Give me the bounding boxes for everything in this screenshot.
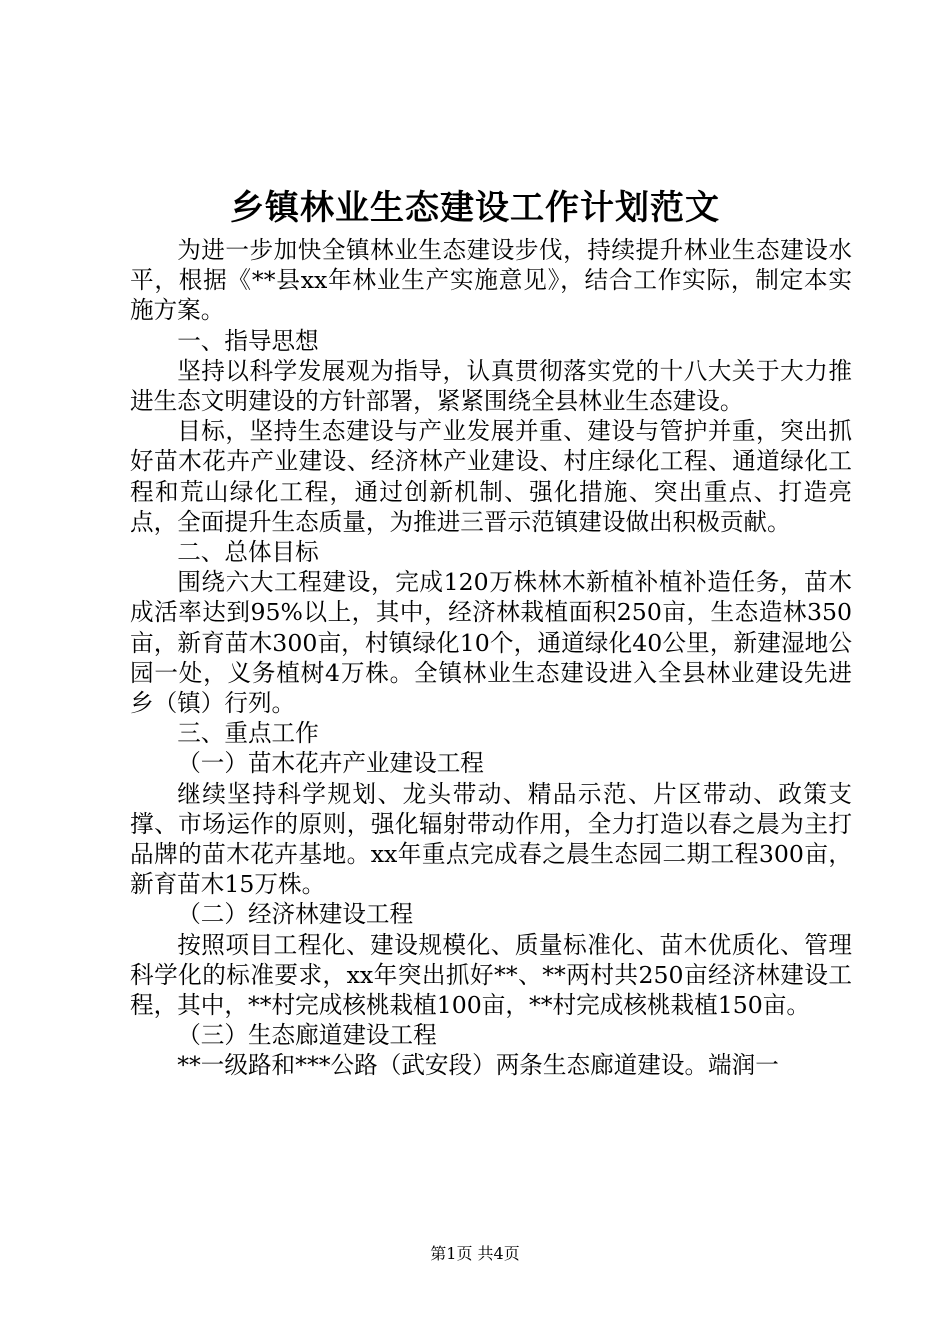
subheading-ecological-corridor: （三）生态廊道建设工程 bbox=[177, 1021, 437, 1050]
paragraph-intro: 为进一步加快全镇林业生态建设步伐，持续提升林业生态建设水平，根据《**县xx年林业生产实施意见》，结合工作实际，制定本实施方案。 bbox=[130, 236, 852, 325]
paragraph-guiding-ideology: 坚持以科学发展观为指导，认真贯彻落实党的十八大关于大力推进生态文明建设的方针部署，紧紧围绕全县林业生态建设。 bbox=[130, 356, 852, 416]
heading-guiding-ideology: 一、指导思想 bbox=[177, 326, 319, 355]
document-title: 乡镇林业生态建设工作计划范文 bbox=[230, 188, 720, 228]
heading-overall-targets: 二、总体目标 bbox=[177, 538, 319, 567]
paragraph-overall-targets: 围绕六大工程建设，完成120万株林木新植补植补造任务，苗木成活率达到95%以上，其中，经济林栽植面积250亩，生态造林350亩，新育苗木300亩，村镇绿化10个，通道绿化40公里，新建湿地公园一处，义务植树4万株。全镇林业生态建设进入全县林业建设先进乡（镇）行列。 bbox=[130, 568, 852, 718]
paragraph-ecological-corridor: **一级路和***公路（武安段）两条生态廊道建设。端润一 bbox=[177, 1051, 779, 1080]
subheading-economic-forest: （二）经济林建设工程 bbox=[177, 900, 414, 929]
page-number-footer: 第1页 共4页 bbox=[430, 1244, 520, 1263]
document-body bbox=[130, 235, 852, 1081]
paragraph-economic-forest: 按照项目工程化、建设规模化、质量标准化、苗木优质化、管理科学化的标准要求，xx年突出抓好**、**两村共250亩经济林建设工程，其中，**村完成核桃栽植100亩，**村完成核桃栽植150亩。 bbox=[130, 930, 852, 1020]
paragraph-nursery-project: 继续坚持科学规划、龙头带动、精品示范、片区带动、政策支撑、市场运作的原则，强化辐射带动作用，全力打造以春之晨为主打品牌的苗木花卉基地。xx年重点完成春之晨生态园二期工程300亩，新育苗木15万株。 bbox=[130, 779, 852, 899]
paragraph-goals: 目标，坚持生态建设与产业发展并重、建设与管护并重，突出抓好苗木花卉产业建设、经济林产业建设、村庄绿化工程、通道绿化工程和荒山绿化工程，通过创新机制、强化措施、突出重点、打造亮点，全面提升生态质量，为推进三晋示范镇建设做出积极贡献。 bbox=[130, 417, 852, 536]
subheading-nursery-project: （一）苗木花卉产业建设工程 bbox=[177, 749, 484, 778]
heading-key-work: 三、重点工作 bbox=[177, 719, 319, 748]
